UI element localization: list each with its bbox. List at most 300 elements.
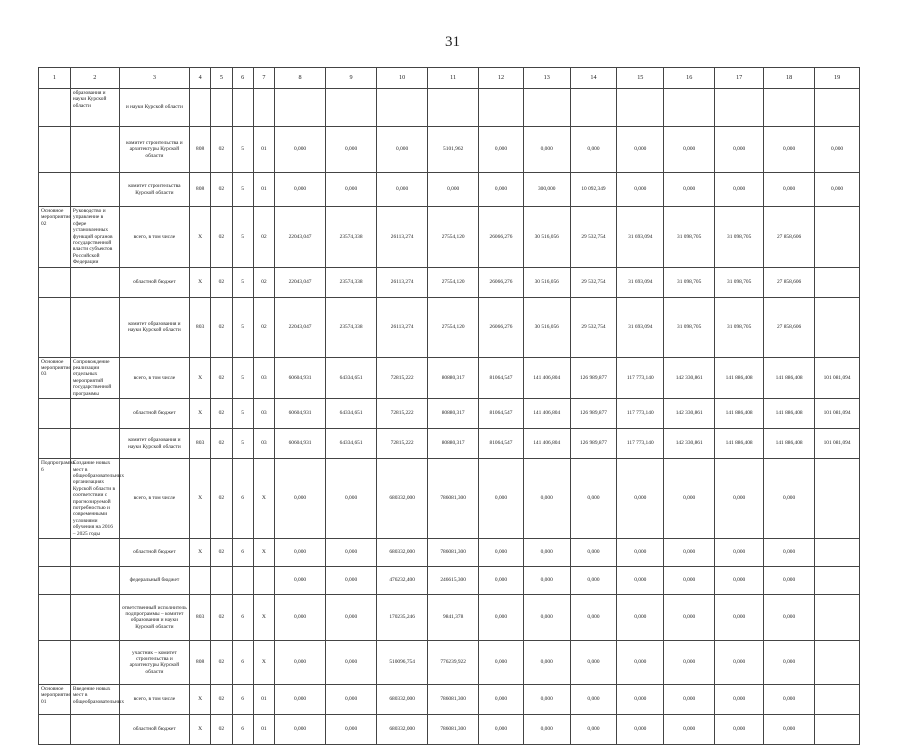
amount-cell: 0,000 xyxy=(764,640,815,684)
code-cell: 6 xyxy=(232,459,253,539)
amount-cell: 0,000 xyxy=(377,127,428,173)
table-row xyxy=(39,459,860,539)
measure-name-cell xyxy=(70,640,119,684)
code-cell: 5 xyxy=(232,173,253,207)
code-cell: 5 xyxy=(232,127,253,173)
code-cell: 02 xyxy=(211,429,232,459)
measure-name-cell: Руководство и управление в сфере установленных функций органов государственной власти субъектов Российской Федерации xyxy=(70,207,119,268)
funding-source-cell: областной бюджет xyxy=(119,399,189,429)
amount-cell: 0,000 xyxy=(664,714,715,744)
amount-cell: 22043,047 xyxy=(275,207,326,268)
amount-cell xyxy=(377,89,428,127)
amount-cell: 10 092,349 xyxy=(570,173,617,207)
measure-cell xyxy=(39,714,71,744)
amount-cell xyxy=(815,714,860,744)
column-header: 9 xyxy=(326,68,377,89)
amount-cell: 141 406,804 xyxy=(523,357,570,398)
amount-cell: 141 886,408 xyxy=(715,357,764,398)
table-row xyxy=(39,207,860,268)
table-row xyxy=(39,399,860,429)
amount-cell: 22043,047 xyxy=(275,267,326,297)
code-cell: X xyxy=(189,714,210,744)
code-cell: 02 xyxy=(211,714,232,744)
code-cell: X xyxy=(189,207,210,268)
code-cell xyxy=(211,566,232,594)
amount-cell: 0,000 xyxy=(617,127,664,173)
table-row xyxy=(39,357,860,398)
table-row xyxy=(39,538,860,566)
table-header-row xyxy=(39,68,860,89)
amount-cell: 0,000 xyxy=(664,127,715,173)
code-cell: X xyxy=(253,640,274,684)
table-row xyxy=(39,89,860,127)
funding-source-cell: участник – комитет строительства и архитектуры Курской области xyxy=(119,640,189,684)
code-cell xyxy=(211,89,232,127)
funding-source-cell: федеральный бюджет xyxy=(119,566,189,594)
amount-cell: 23574,338 xyxy=(326,297,377,357)
amount-cell: 26066,276 xyxy=(479,207,524,268)
amount-cell: 142 330,861 xyxy=(664,429,715,459)
amount-cell: 680332,000 xyxy=(377,459,428,539)
amount-cell: 80880,317 xyxy=(428,399,479,429)
code-cell: 6 xyxy=(232,594,253,640)
amount-cell: 0,000 xyxy=(428,173,479,207)
amount-cell: 0,000 xyxy=(764,594,815,640)
amount-cell: 60604,931 xyxy=(275,399,326,429)
amount-cell: 0,000 xyxy=(570,714,617,744)
amount-cell: 0,000 xyxy=(570,538,617,566)
amount-cell: 0,000 xyxy=(326,127,377,173)
measure-name-cell: образования и науки Курской области xyxy=(70,89,119,127)
budget-table xyxy=(38,67,860,745)
table-row xyxy=(39,594,860,640)
measure-cell xyxy=(39,267,71,297)
amount-cell: 0,000 xyxy=(523,640,570,684)
amount-cell: 0,000 xyxy=(617,594,664,640)
amount-cell: 26066,276 xyxy=(479,297,524,357)
amount-cell: 0,000 xyxy=(570,127,617,173)
funding-source-cell: областной бюджет xyxy=(119,714,189,744)
column-header: 19 xyxy=(815,68,860,89)
amount-cell: 246615,300 xyxy=(428,566,479,594)
amount-cell: 0,000 xyxy=(275,566,326,594)
amount-cell: 0,000 xyxy=(617,640,664,684)
amount-cell: 0,000 xyxy=(275,127,326,173)
amount-cell: 30 516,056 xyxy=(523,207,570,268)
amount-cell: 23574,338 xyxy=(326,207,377,268)
amount-cell: 26113,274 xyxy=(377,207,428,268)
table-row xyxy=(39,429,860,459)
funding-source-cell: всего, в том числе xyxy=(119,684,189,714)
amount-cell: 27 858,606 xyxy=(764,297,815,357)
code-cell: 02 xyxy=(211,684,232,714)
amount-cell: 31 693,094 xyxy=(617,207,664,268)
code-cell: 803 xyxy=(189,297,210,357)
table-row xyxy=(39,173,860,207)
code-cell: 803 xyxy=(189,429,210,459)
amount-cell: 0,000 xyxy=(664,538,715,566)
measure-name-cell xyxy=(70,267,119,297)
amount-cell: 27554,120 xyxy=(428,267,479,297)
amount-cell: 0,000 xyxy=(275,173,326,207)
amount-cell: 0,000 xyxy=(764,173,815,207)
measure-cell xyxy=(39,173,71,207)
amount-cell: 786081,300 xyxy=(428,684,479,714)
amount-cell xyxy=(815,538,860,566)
code-cell: 803 xyxy=(189,594,210,640)
funding-source-cell: ответственный исполнитель подпрограммы – комитет образования и науки Курской области xyxy=(119,594,189,640)
column-header: 6 xyxy=(232,68,253,89)
code-cell: X xyxy=(189,399,210,429)
code-cell: 01 xyxy=(253,127,274,173)
amount-cell: 27 858,606 xyxy=(764,207,815,268)
code-cell xyxy=(232,89,253,127)
amount-cell: 0,000 xyxy=(326,684,377,714)
amount-cell: 0,000 xyxy=(764,538,815,566)
amount-cell: 101 081,094 xyxy=(815,429,860,459)
code-cell: 5 xyxy=(232,399,253,429)
funding-source-cell: комитет строительства и архитектуры Курской области xyxy=(119,127,189,173)
amount-cell: 0,000 xyxy=(764,566,815,594)
amount-cell: 64334,651 xyxy=(326,399,377,429)
measure-cell xyxy=(39,538,71,566)
code-cell: 808 xyxy=(189,640,210,684)
funding-source-cell: всего, в том числе xyxy=(119,357,189,398)
amount-cell: 0,000 xyxy=(523,684,570,714)
amount-cell: 142 330,861 xyxy=(664,399,715,429)
amount-cell: 26113,274 xyxy=(377,297,428,357)
amount-cell: 0,000 xyxy=(479,640,524,684)
amount-cell: 60604,931 xyxy=(275,357,326,398)
column-header: 12 xyxy=(479,68,524,89)
amount-cell: 0,000 xyxy=(815,127,860,173)
amount-cell xyxy=(815,297,860,357)
amount-cell: 23574,338 xyxy=(326,267,377,297)
amount-cell: 786081,300 xyxy=(428,714,479,744)
amount-cell: 680332,000 xyxy=(377,714,428,744)
measure-name-cell xyxy=(70,127,119,173)
code-cell: 03 xyxy=(253,399,274,429)
measure-cell xyxy=(39,640,71,684)
amount-cell: 170235,246 xyxy=(377,594,428,640)
column-header: 8 xyxy=(275,68,326,89)
amount-cell: 31 098,705 xyxy=(664,207,715,268)
code-cell: 01 xyxy=(253,173,274,207)
code-cell: X xyxy=(253,594,274,640)
column-header: 5 xyxy=(211,68,232,89)
code-cell: X xyxy=(189,684,210,714)
column-header: 3 xyxy=(119,68,189,89)
amount-cell xyxy=(617,89,664,127)
amount-cell: 0,000 xyxy=(275,538,326,566)
code-cell: 02 xyxy=(211,297,232,357)
amount-cell: 31 098,705 xyxy=(664,267,715,297)
code-cell: 02 xyxy=(211,357,232,398)
amount-cell: 101 081,094 xyxy=(815,357,860,398)
amount-cell: 0,000 xyxy=(715,684,764,714)
amount-cell: 141 406,804 xyxy=(523,399,570,429)
code-cell xyxy=(253,89,274,127)
code-cell: 02 xyxy=(211,267,232,297)
funding-source-cell: областной бюджет xyxy=(119,538,189,566)
measure-name-cell: Создание новых мест в общеобразовательных организациях Курской области в соответствии с прогнозируемой потребностью и современными условиями обучения на 2016 – 2025 годы xyxy=(70,459,119,539)
amount-cell: 680332,000 xyxy=(377,538,428,566)
amount-cell: 0,000 xyxy=(715,594,764,640)
code-cell xyxy=(189,566,210,594)
amount-cell: 0,000 xyxy=(275,684,326,714)
table-row xyxy=(39,566,860,594)
funding-source-cell: всего, в том числе xyxy=(119,207,189,268)
column-header: 1 xyxy=(39,68,71,89)
code-cell: X xyxy=(189,459,210,539)
measure-cell: Подпрограмма 6 xyxy=(39,459,71,539)
amount-cell: 22043,047 xyxy=(275,297,326,357)
amount-cell: 126 989,877 xyxy=(570,357,617,398)
amount-cell: 0,000 xyxy=(479,684,524,714)
code-cell: X xyxy=(253,459,274,539)
amount-cell: 31 693,094 xyxy=(617,297,664,357)
table-row xyxy=(39,127,860,173)
amount-cell: 0,000 xyxy=(570,594,617,640)
amount-cell: 141 406,804 xyxy=(523,429,570,459)
column-header: 7 xyxy=(253,68,274,89)
measure-cell xyxy=(39,566,71,594)
measure-cell xyxy=(39,297,71,357)
amount-cell: 0,000 xyxy=(326,538,377,566)
amount-cell: 0,000 xyxy=(570,640,617,684)
amount-cell: 786081,300 xyxy=(428,538,479,566)
amount-cell: 0,000 xyxy=(523,594,570,640)
code-cell: 5 xyxy=(232,297,253,357)
amount-cell: 60604,931 xyxy=(275,429,326,459)
measure-cell: Основное мероприятие 01 xyxy=(39,684,71,714)
measure-name-cell xyxy=(70,594,119,640)
measure-name-cell xyxy=(70,566,119,594)
amount-cell: 72815,222 xyxy=(377,399,428,429)
amount-cell: 72815,222 xyxy=(377,429,428,459)
code-cell: 02 xyxy=(211,399,232,429)
column-header: 18 xyxy=(764,68,815,89)
amount-cell: 0,000 xyxy=(617,173,664,207)
code-cell: 02 xyxy=(253,267,274,297)
amount-cell: 0,000 xyxy=(479,127,524,173)
amount-cell: 141 886,408 xyxy=(764,399,815,429)
amount-cell: 126 989,877 xyxy=(570,399,617,429)
amount-cell: 0,000 xyxy=(326,566,377,594)
amount-cell: 680332,000 xyxy=(377,684,428,714)
amount-cell: 0,000 xyxy=(570,684,617,714)
amount-cell: 0,000 xyxy=(764,459,815,539)
amount-cell: 27554,120 xyxy=(428,297,479,357)
table-row xyxy=(39,267,860,297)
code-cell: 02 xyxy=(211,173,232,207)
amount-cell: 80880,317 xyxy=(428,357,479,398)
amount-cell: 31 098,705 xyxy=(715,267,764,297)
amount-cell: 30 516,056 xyxy=(523,297,570,357)
amount-cell xyxy=(275,89,326,127)
column-header: 14 xyxy=(570,68,617,89)
amount-cell: 0,000 xyxy=(664,173,715,207)
code-cell: 808 xyxy=(189,127,210,173)
amount-cell: 80880,317 xyxy=(428,429,479,459)
code-cell: 01 xyxy=(253,684,274,714)
code-cell: 6 xyxy=(232,684,253,714)
code-cell: 03 xyxy=(253,357,274,398)
amount-cell xyxy=(815,684,860,714)
amount-cell: 0,000 xyxy=(523,538,570,566)
amount-cell: 510096,754 xyxy=(377,640,428,684)
amount-cell: 0,000 xyxy=(570,566,617,594)
amount-cell: 0,000 xyxy=(479,459,524,539)
amount-cell: 117 773,140 xyxy=(617,357,664,398)
amount-cell xyxy=(570,89,617,127)
amount-cell xyxy=(523,89,570,127)
column-header: 13 xyxy=(523,68,570,89)
amount-cell xyxy=(815,207,860,268)
amount-cell xyxy=(715,89,764,127)
code-cell: 808 xyxy=(189,173,210,207)
amount-cell: 0,000 xyxy=(275,459,326,539)
amount-cell: 117 773,140 xyxy=(617,399,664,429)
amount-cell: 117 773,140 xyxy=(617,429,664,459)
code-cell: 02 xyxy=(211,640,232,684)
amount-cell: 0,000 xyxy=(715,459,764,539)
amount-cell: 141 886,408 xyxy=(715,429,764,459)
amount-cell xyxy=(815,89,860,127)
amount-cell: 0,000 xyxy=(617,684,664,714)
amount-cell xyxy=(326,89,377,127)
amount-cell: 5101,962 xyxy=(428,127,479,173)
amount-cell: 101 081,094 xyxy=(815,399,860,429)
amount-cell: 0,000 xyxy=(764,714,815,744)
measure-name-cell xyxy=(70,173,119,207)
amount-cell xyxy=(815,566,860,594)
table-row xyxy=(39,640,860,684)
amount-cell: 0,000 xyxy=(764,127,815,173)
amount-cell: 0,000 xyxy=(326,173,377,207)
table-row xyxy=(39,714,860,744)
amount-cell: 29 532,754 xyxy=(570,267,617,297)
column-header: 10 xyxy=(377,68,428,89)
funding-source-cell: комитет образования и науки Курской области xyxy=(119,429,189,459)
amount-cell: 0,000 xyxy=(479,714,524,744)
amount-cell: 0,000 xyxy=(326,594,377,640)
code-cell: 02 xyxy=(211,538,232,566)
amount-cell: 0,000 xyxy=(523,459,570,539)
code-cell: 02 xyxy=(211,459,232,539)
amount-cell: 141 886,408 xyxy=(764,357,815,398)
amount-cell: 0,000 xyxy=(523,127,570,173)
amount-cell: 31 098,705 xyxy=(715,207,764,268)
column-header: 17 xyxy=(715,68,764,89)
measure-cell xyxy=(39,429,71,459)
amount-cell: 0,000 xyxy=(664,459,715,539)
amount-cell: 81064,547 xyxy=(479,399,524,429)
column-header: 11 xyxy=(428,68,479,89)
amount-cell: 27554,120 xyxy=(428,207,479,268)
code-cell: X xyxy=(189,357,210,398)
amount-cell: 142 330,861 xyxy=(664,357,715,398)
table-row xyxy=(39,297,860,357)
amount-cell: 0,000 xyxy=(715,640,764,684)
amount-cell: 0,000 xyxy=(275,714,326,744)
measure-cell xyxy=(39,594,71,640)
amount-cell: 0,000 xyxy=(479,594,524,640)
code-cell xyxy=(232,566,253,594)
amount-cell: 0,000 xyxy=(377,173,428,207)
amount-cell xyxy=(815,640,860,684)
code-cell: 02 xyxy=(211,207,232,268)
amount-cell: 29 532,754 xyxy=(570,297,617,357)
amount-cell: 0,000 xyxy=(764,684,815,714)
amount-cell: 64334,651 xyxy=(326,429,377,459)
amount-cell: 0,000 xyxy=(523,566,570,594)
amount-cell: 31 098,705 xyxy=(664,297,715,357)
measure-name-cell xyxy=(70,429,119,459)
amount-cell: 0,000 xyxy=(326,640,377,684)
funding-source-cell: областной бюджет xyxy=(119,267,189,297)
amount-cell: 9841,378 xyxy=(428,594,479,640)
code-cell: X xyxy=(189,267,210,297)
measure-cell xyxy=(39,399,71,429)
code-cell: 6 xyxy=(232,714,253,744)
funding-source-cell: всего, в том числе xyxy=(119,459,189,539)
table-row xyxy=(39,684,860,714)
column-header: 15 xyxy=(617,68,664,89)
amount-cell: 0,000 xyxy=(664,684,715,714)
amount-cell: 0,000 xyxy=(479,173,524,207)
code-cell: 02 xyxy=(253,207,274,268)
column-header: 16 xyxy=(664,68,715,89)
amount-cell xyxy=(764,89,815,127)
measure-cell: Основное мероприятие 02 xyxy=(39,207,71,268)
code-cell: X xyxy=(189,538,210,566)
amount-cell: 0,000 xyxy=(326,714,377,744)
code-cell: 5 xyxy=(232,267,253,297)
amount-cell: 0,000 xyxy=(664,566,715,594)
amount-cell: 126 989,877 xyxy=(570,429,617,459)
amount-cell xyxy=(815,459,860,539)
amount-cell: 31 098,705 xyxy=(715,297,764,357)
code-cell: 5 xyxy=(232,207,253,268)
amount-cell: 141 886,408 xyxy=(715,399,764,429)
amount-cell: 0,000 xyxy=(523,714,570,744)
code-cell: 03 xyxy=(253,429,274,459)
amount-cell: 0,000 xyxy=(715,714,764,744)
amount-cell: 0,000 xyxy=(617,714,664,744)
amount-cell: 776239,922 xyxy=(428,640,479,684)
code-cell: X xyxy=(253,538,274,566)
measure-name-cell xyxy=(70,714,119,744)
column-header: 4 xyxy=(189,68,210,89)
amount-cell: 72815,222 xyxy=(377,357,428,398)
amount-cell: 81064,547 xyxy=(479,357,524,398)
funding-source-cell: комитет образования и науки Курской области xyxy=(119,297,189,357)
code-cell: 6 xyxy=(232,640,253,684)
amount-cell: 0,000 xyxy=(617,566,664,594)
code-cell: 02 xyxy=(253,297,274,357)
measure-cell: Основное мероприятие 03 xyxy=(39,357,71,398)
amount-cell: 300,000 xyxy=(523,173,570,207)
amount-cell: 26066,276 xyxy=(479,267,524,297)
page-number: 31 xyxy=(445,34,460,50)
measure-name-cell xyxy=(70,538,119,566)
amount-cell: 0,000 xyxy=(664,640,715,684)
amount-cell: 0,000 xyxy=(479,566,524,594)
measure-cell xyxy=(39,127,71,173)
measure-name-cell: Сопровождение реализации отдельных мероприятий государственной программы xyxy=(70,357,119,398)
code-cell: 5 xyxy=(232,429,253,459)
